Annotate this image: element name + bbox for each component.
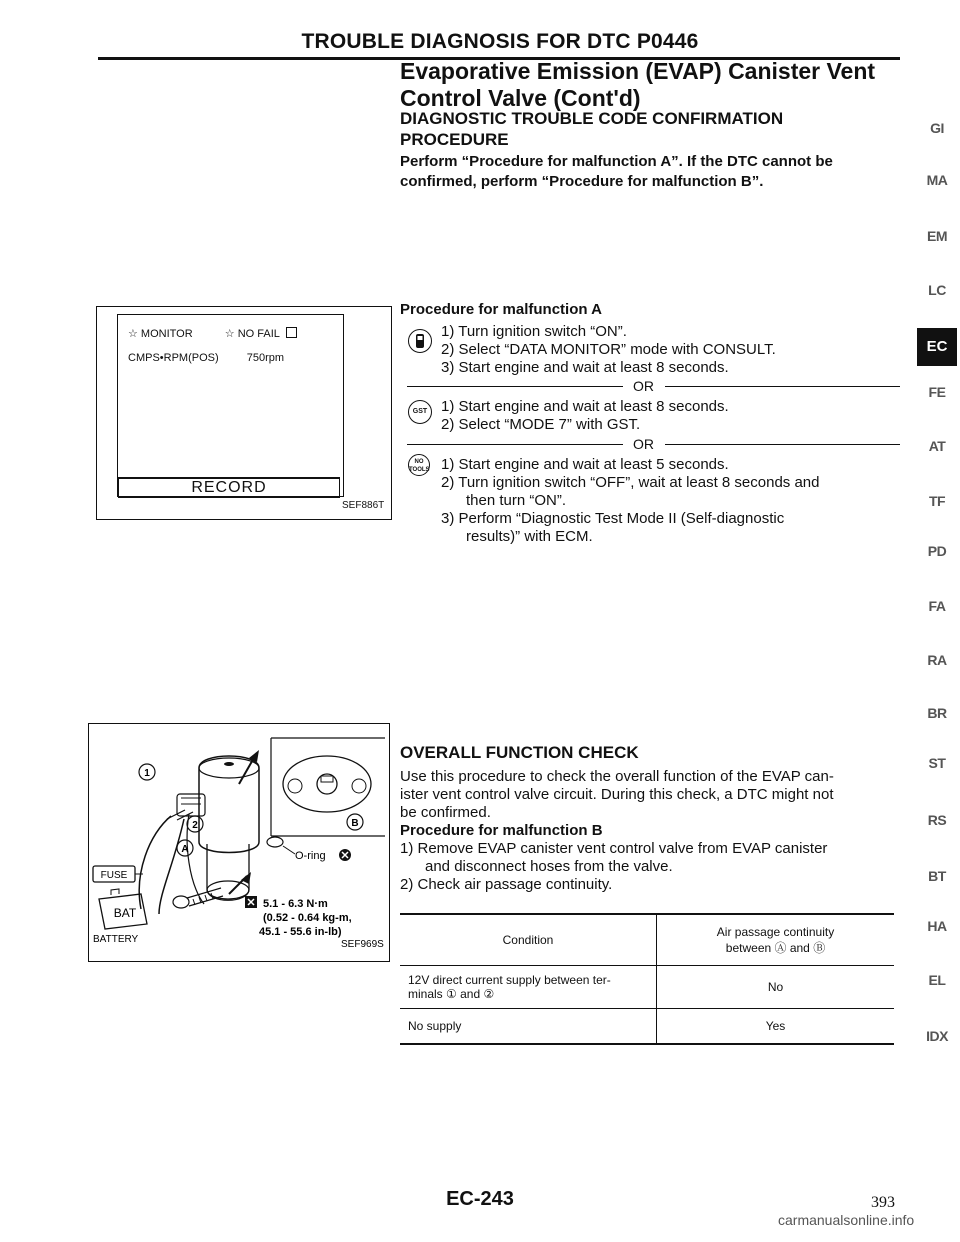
side-tab-ec-active[interactable]: EC — [917, 328, 957, 366]
port-b-label: B — [351, 818, 359, 829]
side-tab-em[interactable]: EM — [927, 228, 947, 244]
condition-line2: minals ① and ② — [408, 987, 495, 1001]
side-tab-rs[interactable]: RS — [927, 812, 947, 828]
overall-check-heading: OVERALL FUNCTION CHECK — [400, 743, 639, 762]
section-title-line2: Control Valve (Cont'd) — [400, 85, 641, 111]
monitor-param-row — [128, 352, 284, 364]
overall-check-p1: Use this procedure to check the overall function of the EVAP can- — [400, 768, 834, 785]
overall-check-text — [400, 768, 900, 894]
battery-label: BATTERY — [93, 934, 139, 945]
consult-step-1: 1) Turn ignition switch “ON”. — [441, 323, 627, 340]
side-tab-fe[interactable]: FE — [928, 384, 946, 400]
dtc-intro-line2: confirmed, perform “Procedure for malfunction B”. — [400, 173, 764, 190]
gst-step-2: 2) Select “MODE 7” with GST. — [441, 416, 641, 433]
side-tab-idx[interactable]: IDX — [926, 1028, 948, 1044]
terminal-1-label: 1 — [144, 768, 150, 779]
side-tab-br[interactable]: BR — [927, 705, 947, 721]
param-name: CMPS•RPM(POS) — [128, 352, 219, 364]
procedure-b-title: Procedure for malfunction B — [400, 822, 603, 839]
no-tools-step-3b: results)” with ECM. — [466, 528, 593, 545]
gst-step-1: 1) Start engine and wait at least 8 seconds. — [441, 398, 729, 415]
consult-icon — [408, 329, 432, 353]
or-divider — [407, 378, 900, 394]
or-divider — [407, 436, 900, 452]
dtc-intro-line1: Perform “Procedure for malfunction A”. If the DTC cannot be — [400, 153, 833, 170]
dtc-heading — [400, 108, 783, 150]
procedure-b-step-1b: and disconnect hoses from the valve. — [425, 858, 673, 875]
no-tools-step-2a: 2) Turn ignition switch “OFF”, wait at least 8 seconds and — [441, 474, 820, 491]
side-tab-el[interactable]: EL — [928, 972, 946, 988]
checkbox-icon — [286, 327, 297, 338]
footer-page-number: 393 — [871, 1194, 895, 1211]
valve-illustration — [89, 724, 389, 961]
procedure-b-step-2: 2) Check air passage continuity. — [400, 876, 613, 893]
no-tools-step-1: 1) Start engine and wait at least 5 seconds. — [441, 456, 729, 473]
no-tools-step-2b: then turn “ON”. — [466, 492, 567, 509]
gst-icon: GST — [408, 400, 432, 424]
section-title-line1: Evaporative Emission (EVAP) Canister Vent — [400, 58, 876, 84]
consult-step-3: 3) Start engine and wait at least 8 seconds. — [441, 359, 729, 376]
table-row — [400, 966, 894, 1009]
valve-figure — [88, 723, 390, 962]
table-cell-condition — [400, 966, 657, 1009]
table-header-condition: Condition — [400, 914, 657, 966]
side-tab-ma[interactable]: MA — [926, 172, 948, 188]
torque-spec-inlb: 45.1 - 55.6 in-lb) — [259, 926, 342, 938]
footer-section-page: EC-243 — [446, 1188, 514, 1210]
no-tools-icon — [408, 454, 430, 476]
no-tools-step-3a: 3) Perform “Diagnostic Test Mode II (Self-diagnostic — [441, 510, 785, 527]
side-tab-ha[interactable]: HA — [927, 918, 947, 934]
watermark: carmanualsonline.info — [778, 1212, 915, 1228]
side-tab-bt[interactable]: BT — [928, 868, 946, 884]
or-label: OR — [633, 436, 654, 452]
figure-code: SEF886T — [342, 500, 385, 511]
fuse-label: FUSE — [100, 870, 128, 881]
table-cell-condition: No supply — [400, 1009, 657, 1045]
port-a-label: A — [181, 844, 189, 855]
dtc-heading-line1: DIAGNOSTIC TROUBLE CODE CONFIRMATION — [400, 109, 784, 128]
table-header-continuity-line1: Air passage continuity — [716, 924, 835, 939]
record-button: RECORD — [118, 477, 340, 498]
side-tab-fa[interactable]: FA — [928, 598, 946, 614]
dtc-intro — [400, 152, 920, 192]
side-tab-pd[interactable]: PD — [927, 543, 947, 559]
monitor-label: ☆ MONITOR — [128, 328, 193, 340]
overall-check-p3: be confirmed. — [400, 804, 491, 821]
condition-line1: 12V direct current supply between ter- — [408, 973, 611, 987]
procedure-b-step-1a: 1) Remove EVAP canister vent control valve from EVAP canister — [400, 840, 828, 857]
no-fail-label: ☆ NO FAIL — [224, 328, 280, 340]
table-header-continuity-line2: between Ⓐ and Ⓑ — [725, 940, 826, 955]
table-header-continuity — [657, 914, 895, 966]
table-cell-result: Yes — [657, 1009, 895, 1045]
consult-step-2: 2) Select “DATA MONITOR” mode with CONSULT. — [441, 341, 776, 358]
side-tab-lc[interactable]: LC — [928, 282, 946, 298]
dtc-heading-line2: PROCEDURE — [400, 130, 509, 149]
no-tools-badge-bottom: TOOLS — [409, 467, 430, 473]
bat-label: BAT — [113, 906, 137, 920]
overall-check-p2: ister vent control valve circuit. During this check, a DTC might not — [400, 786, 834, 803]
page-header-title: TROUBLE DIAGNOSIS FOR DTC P0446 — [301, 30, 699, 53]
table-row — [400, 1009, 894, 1045]
side-tab-st[interactable]: ST — [928, 755, 946, 771]
side-tab-ra[interactable]: RA — [927, 652, 947, 668]
terminal-2-label: 2 — [192, 820, 198, 831]
procedure-a-title: Procedure for malfunction A — [400, 301, 602, 318]
figure-code: SEF969S — [341, 939, 384, 950]
param-value: 750rpm — [246, 352, 285, 364]
o-ring-label: O-ring — [295, 850, 326, 862]
side-tab-gi[interactable]: GI — [930, 120, 944, 136]
or-label: OR — [633, 378, 654, 394]
section-title — [400, 58, 875, 112]
side-tab-at[interactable]: AT — [928, 438, 946, 454]
table-header-row — [400, 914, 894, 966]
no-tools-badge-top: NO — [414, 459, 424, 465]
monitor-status-row — [128, 327, 297, 340]
monitor-screen — [117, 314, 344, 497]
continuity-table — [400, 913, 894, 1045]
table-cell-result: No — [657, 966, 895, 1009]
side-tab-tf[interactable]: TF — [928, 493, 946, 509]
torque-spec-nm: 5.1 - 6.3 N·m — [263, 898, 328, 910]
torque-spec-kgm: (0.52 - 0.64 kg-m, — [263, 912, 352, 924]
